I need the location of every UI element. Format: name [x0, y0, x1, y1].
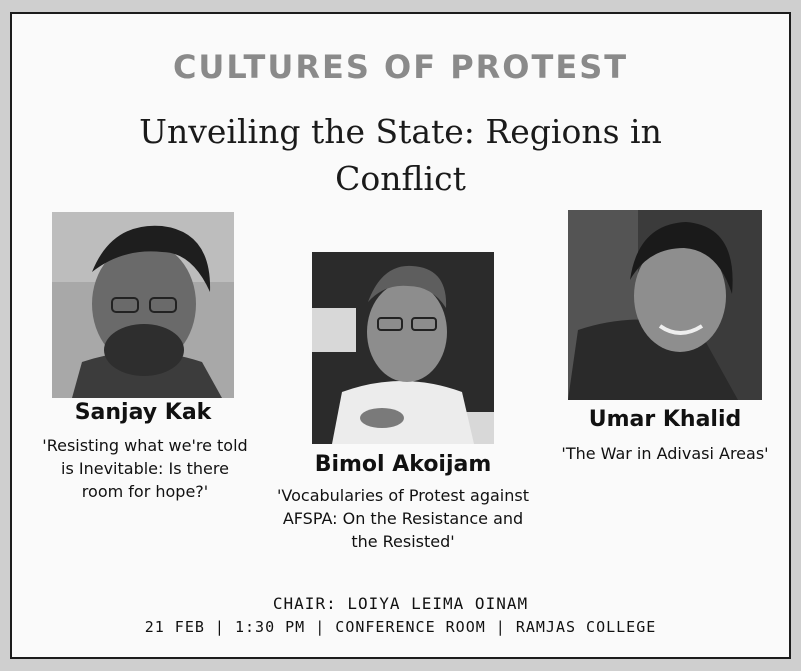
- speaker-name: Sanjay Kak: [74, 400, 212, 425]
- series-title: CULTURES OF PROTEST: [172, 48, 629, 86]
- speaker-talk-title: 'Vocabularies of Protest against AFSPA: On the Resistance and the Resisted': [277, 486, 529, 551]
- speaker-photo-bimol-akoijam: [312, 252, 494, 444]
- speaker-name: Bimol Akoijam: [314, 452, 492, 477]
- speaker-photo-umar-khalid: [568, 210, 762, 400]
- event-title: Unveiling the State: Regions in Conflict: [139, 112, 662, 198]
- event-details: 21 FEB | 1:30 PM | CONFERENCE ROOM | RAMJAS COLLEGE: [144, 618, 657, 636]
- speaker-photo-sanjay-kak: [52, 212, 234, 398]
- speaker-talk-title: 'Resisting what we're told is Inevitable: Is there room for hope?': [42, 436, 248, 501]
- speaker-name: Umar Khalid: [588, 407, 742, 432]
- chair-line: CHAIR: LOIYA LEIMA OINAM: [272, 594, 529, 613]
- event-poster: [10, 12, 791, 659]
- speaker-talk-title: 'The War in Adivasi Areas': [561, 444, 769, 463]
